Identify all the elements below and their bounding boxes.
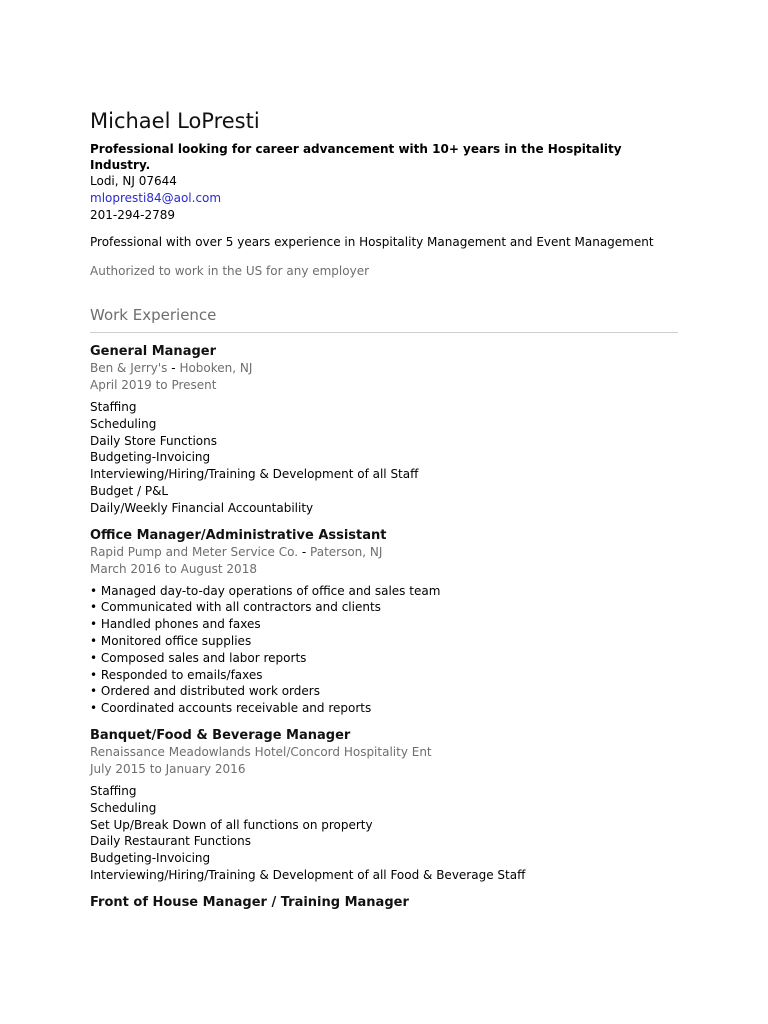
location: Lodi, NJ 07644 bbox=[90, 174, 177, 188]
job-line: Scheduling bbox=[90, 800, 157, 815]
job-line: Staffing bbox=[90, 783, 137, 798]
work-authorization: Authorized to work in the US for any employer bbox=[90, 264, 370, 278]
job-company-line bbox=[90, 544, 678, 561]
job-line: Daily Store Functions bbox=[90, 433, 218, 448]
job-title: Banquet/Food & Beverage Manager bbox=[90, 727, 351, 743]
candidate-name: Michael LoPresti bbox=[90, 109, 260, 133]
job-line: • Monitored office supplies bbox=[90, 633, 252, 648]
job-line: Set Up/Break Down of all functions on property bbox=[90, 817, 373, 832]
job-company-line bbox=[90, 360, 678, 377]
job-line: Budgeting-Invoicing bbox=[90, 851, 211, 866]
job-entry bbox=[90, 343, 678, 517]
job-line: • Managed day-to-day operations of office and sales team bbox=[90, 583, 441, 598]
job-line: Staffing bbox=[90, 400, 137, 414]
job-company: Renaissance Meadowlands Hotel/Concord Hospitality Ent bbox=[90, 744, 432, 759]
job-line: Budget / P&L bbox=[90, 483, 169, 498]
job-description bbox=[90, 583, 678, 717]
job-line: Budgeting-Invoicing bbox=[90, 450, 211, 465]
job-separator: - bbox=[171, 361, 176, 375]
job-company: Ben & Jerry's bbox=[90, 361, 168, 375]
job-line: • Ordered and distributed work orders bbox=[90, 684, 320, 699]
job-line: Interviewing/Hiring/Training & Development of all Food & Beverage Staff bbox=[90, 867, 526, 882]
job-dates: March 2016 to August 2018 bbox=[90, 561, 257, 576]
section-title-work-experience: Work Experience bbox=[90, 306, 217, 324]
job-line: • Communicated with all contractors and clients bbox=[90, 600, 381, 615]
job-entry bbox=[90, 527, 678, 717]
job-entry bbox=[90, 894, 678, 911]
job-company: Rapid Pump and Meter Service Co. bbox=[90, 544, 299, 559]
job-line: Scheduling bbox=[90, 416, 157, 431]
job-line: • Composed sales and labor reports bbox=[90, 650, 307, 665]
job-line: • Coordinated accounts receivable and reports bbox=[90, 701, 372, 716]
resume-page bbox=[90, 108, 678, 911]
summary: Professional with over 5 years experience in Hospitality Management and Event Management bbox=[90, 235, 654, 249]
job-line: • Responded to emails/faxes bbox=[90, 667, 263, 682]
headline: Professional looking for career advancement with 10+ years in the Hospitality Industry. bbox=[90, 142, 622, 172]
job-entry bbox=[90, 727, 678, 884]
job-line: Daily Restaurant Functions bbox=[90, 834, 251, 849]
phone: 201-294-2789 bbox=[90, 208, 176, 222]
job-dates: April 2019 to Present bbox=[90, 378, 217, 392]
job-title: Office Manager/Administrative Assistant bbox=[90, 527, 387, 543]
job-line: • Handled phones and faxes bbox=[90, 617, 261, 632]
job-location: Hoboken, NJ bbox=[179, 361, 253, 375]
job-location: Paterson, NJ bbox=[310, 544, 383, 559]
job-description bbox=[90, 783, 678, 884]
job-dates: July 2015 to January 2016 bbox=[90, 761, 246, 776]
section-divider bbox=[90, 332, 678, 333]
job-line: Daily/Weekly Financial Accountability bbox=[90, 500, 314, 515]
job-line: Interviewing/Hiring/Training & Development of all Staff bbox=[90, 467, 419, 482]
job-title: Front of House Manager / Training Manager bbox=[90, 894, 409, 910]
job-description bbox=[90, 399, 678, 517]
job-separator: - bbox=[301, 544, 307, 559]
job-title: General Manager bbox=[90, 344, 216, 359]
email-link[interactable]: mlopresti84@aol.com bbox=[90, 191, 222, 205]
